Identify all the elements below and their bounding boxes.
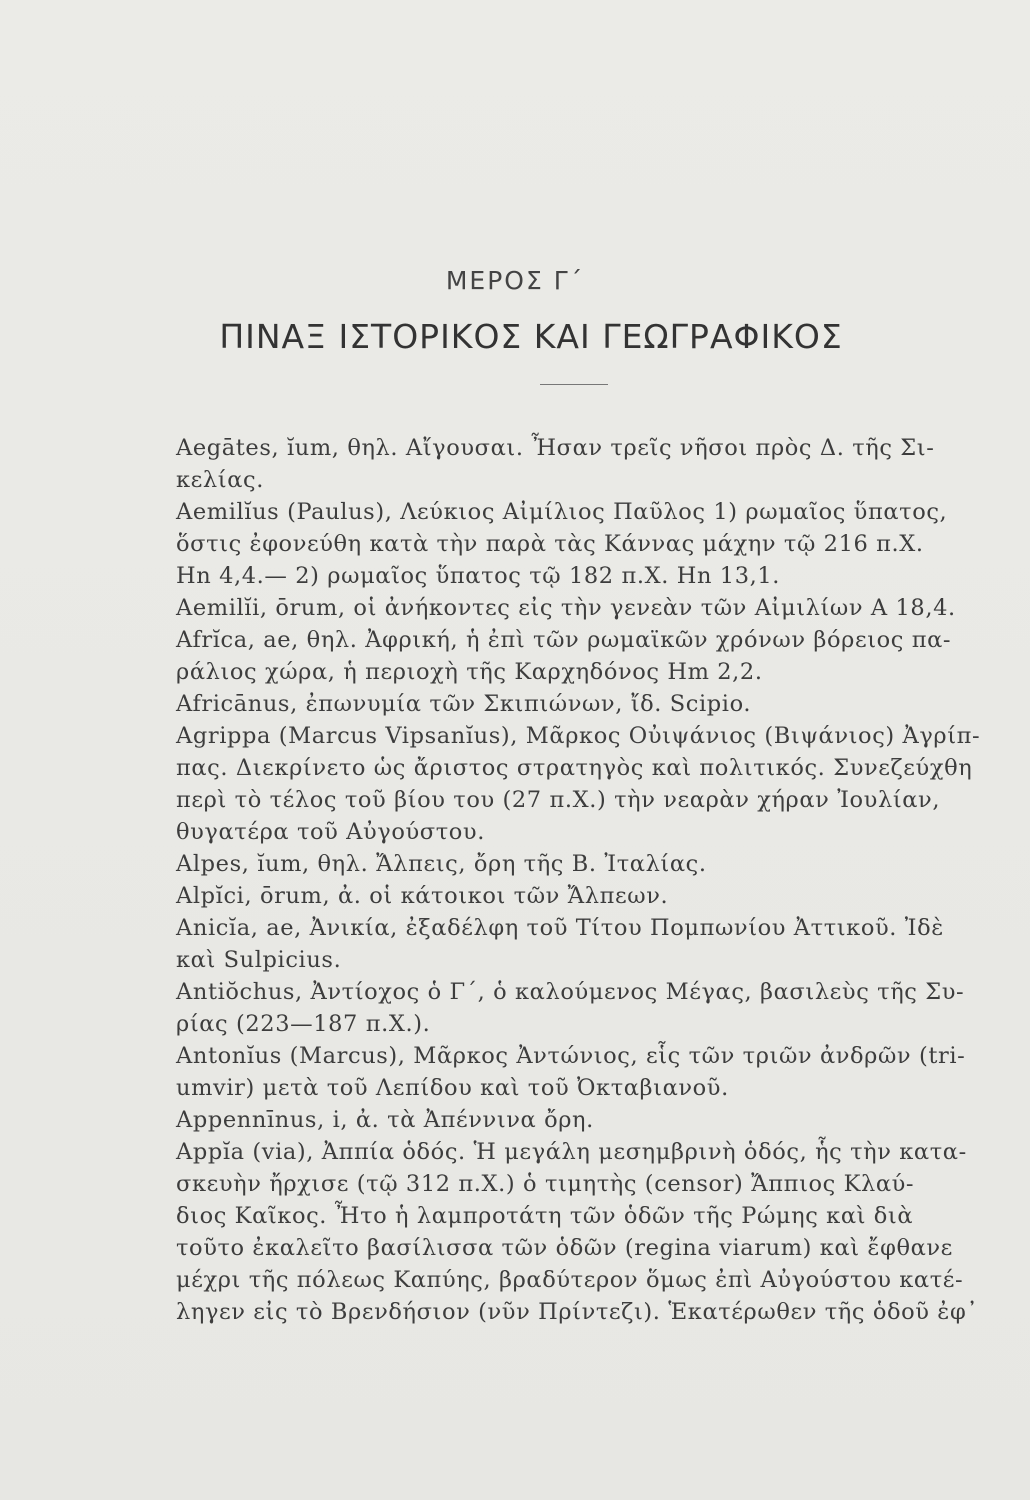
entry-line: ληγεν εἰς τὸ Βρενδήσιον (νῦν Πρίντεζι). Ἑκατέρωθεν τῆς ὁδοῦ ἐφ᾽ (176, 1299, 979, 1325)
entry-line: umvir) μετὰ τοῦ Λεπίδου καὶ τοῦ Ὀκταβιανοῦ. (176, 1075, 729, 1101)
index-entry (176, 1104, 1006, 1136)
entry-line: θυγατέρα τοῦ Αὐγούστου. (176, 819, 485, 845)
index-entry (176, 496, 1006, 592)
entry-line: ρίας (223—187 π.Χ.). (176, 1011, 431, 1037)
index-entry (176, 592, 1006, 624)
entry-line: τοῦτο ἐκαλεῖτο βασίλισσα τῶν ὁδῶν (regina viarum) καὶ ἔφθανε (176, 1235, 953, 1261)
entry-line: περὶ τὸ τέλος τοῦ βίου του (27 π.Χ.) τὴν νεαρὰν χήραν Ἰουλίαν, (176, 787, 941, 813)
index-entries (176, 432, 1006, 1328)
entry-line: μέχρι τῆς πόλεως Καπύης, βραδύτερον ὅμως ἐπὶ Αὐγούστου κατέ- (176, 1267, 964, 1293)
entry-line: Appĭa (via), Ἀππία ὁδός. Ἡ μεγάλη μεσημβρινὴ ὁδός, ἧς τὴν κατα- (176, 1139, 967, 1165)
entry-line: Aemilĭus (Paulus), Λεύκιος Αἰμίλιος Παῦλος 1) ρωμαῖος ὕπατος, (176, 499, 948, 525)
page-title: ΠΙΝΑΞ ΙΣΤΟΡΙΚΟΣ ΚΑΙ ΓΕΩΓΡΑΦΙΚΟΣ (219, 317, 843, 356)
index-entry (176, 912, 1006, 976)
index-entry (176, 624, 1006, 688)
entry-line: πας. Διεκρίνετο ὡς ἄριστος στρατηγὸς καὶ πολιτικός. Συνεζεύχθη (176, 755, 973, 781)
index-entry (176, 1136, 1006, 1328)
entry-line: σκευὴν ἤρχισε (τῷ 312 π.Χ.) ὁ τιμητὴς (censor) Ἄππιος Κλαύ- (176, 1171, 915, 1197)
title-divider (540, 384, 608, 385)
entry-line: Alpĭci, ōrum, ἀ. οἱ κάτοικοι τῶν Ἄλπεων. (176, 883, 669, 909)
index-entry (176, 976, 1006, 1040)
entry-line: διος Καῖκος. Ἦτο ἡ λαμπροτάτη τῶν ὁδῶν τῆς Ρώμης καὶ διὰ (176, 1203, 914, 1229)
entry-line: Antonĭus (Marcus), Μᾶρκος Ἀντώνιος, εἷς τῶν τριῶν ἀνδρῶν (tri- (176, 1043, 966, 1069)
entry-line: Afrĭca, ae, θηλ. Ἀφρική, ἡ ἐπὶ τῶν ρωμαϊκῶν χρόνων βόρειος πα- (176, 627, 952, 653)
entry-line: Aegātes, ĭum, θηλ. Αἴγουσαι. Ἦσαν τρεῖς νῆσοι πρὸς Δ. τῆς Σι- (176, 435, 935, 461)
index-entry (176, 848, 1006, 880)
index-entry (176, 720, 1006, 848)
entry-line: Aemilĭi, ōrum, οἱ ἀνήκοντες εἰς τὴν γενεὰν τῶν Αἰμιλίων A 18,4. (176, 595, 956, 621)
section-label: ΜΕΡΟΣ Γ΄ (445, 266, 585, 295)
index-entry (176, 880, 1006, 912)
entry-line: Hn 4,4.— 2) ρωμαῖος ὕπατος τῷ 182 π.Χ. Hn 13,1. (176, 563, 781, 589)
index-entry (176, 432, 1006, 496)
entry-line: κελίας. (176, 467, 264, 493)
index-entry (176, 688, 1006, 720)
entry-line: ὅστις ἐφονεύθη κατὰ τὴν παρὰ τὰς Κάννας μάχην τῷ 216 π.Χ. (176, 531, 924, 557)
index-entry (176, 1040, 1006, 1104)
entry-line: καὶ Sulpicius. (176, 947, 342, 973)
entry-line: Antiŏchus, Ἀντίοχος ὁ Γ΄, ὁ καλούμενος Μέγας, βασιλεὺς τῆς Συ- (176, 979, 965, 1005)
entry-line: Anicĭa, ae, Ἀνικία, ἐξαδέλφη τοῦ Τίτου Πομπωνίου Ἀττικοῦ. Ἰδὲ (176, 915, 944, 941)
entry-line: Alpes, ĭum, θηλ. Ἄλπεις, ὄρη τῆς Β. Ἰταλίας. (176, 851, 707, 877)
entry-line: Agrippa (Marcus Vipsanĭus), Μᾶρκος Οὐιψάνιος (Βιψάνιος) Ἀγρίπ- (176, 723, 981, 749)
entry-line: Appennīnus, i, ἀ. τὰ Ἀπέννινα ὄρη. (176, 1107, 594, 1133)
entry-line: Africānus, ἐπωνυμία τῶν Σκιπιώνων, ἴδ. Scipio. (176, 691, 752, 717)
entry-line: ράλιος χώρα, ἡ περιοχὴ τῆς Καρχηδόνος Hm 2,2. (176, 659, 763, 685)
